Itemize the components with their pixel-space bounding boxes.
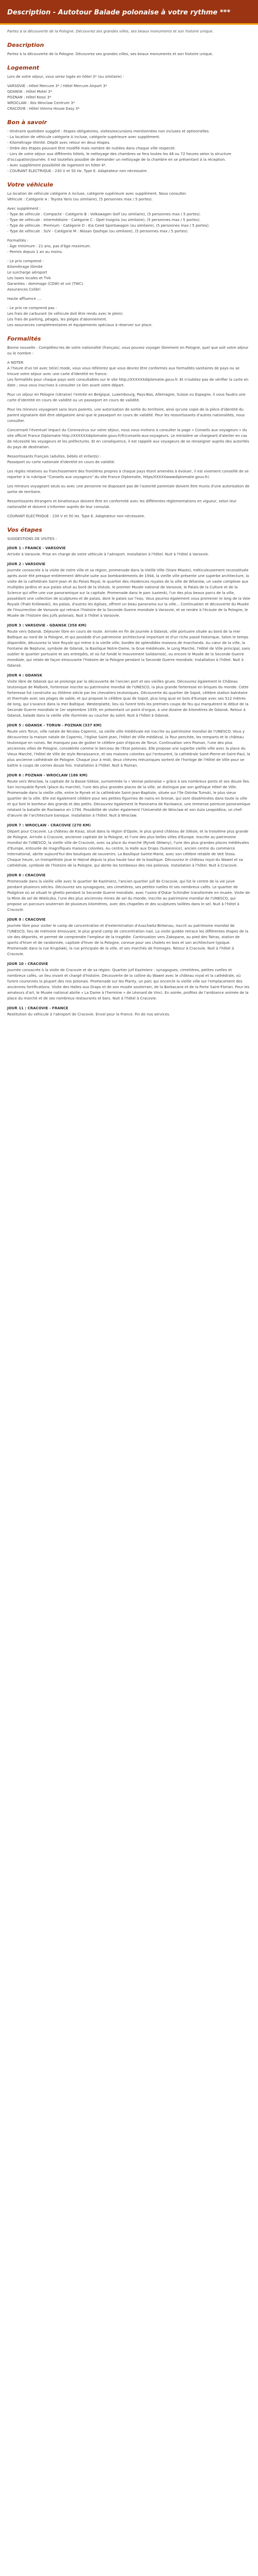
hotel-list: VARSOVIE : Hôtel Mercure 3* / Hôtel Mercure Airport 3* GDANSK : Hôtel Motel 3* POZNAN : Hôtel Kossi 3* WROCLAW : Ibis Wroclaw Centrum 3* CRACOVIE : Hôtel Vienna House Easy 3* [7,84,107,111]
day-title: JOUR 9 : CRACOVIE [7,918,46,922]
section-paragraph: Bonne nouvelle : Complétez-les de votre nationalité (français), vous pouvez voyager librement en Pologne, quel que soit votre séjour ou le nombre : [7,346,250,355]
itinerary-day [7,961,251,1002]
day-title: JOUR 7 : WROCLAW - CRACOVIE (270 KM) [7,823,91,827]
section-heading: Vos étapes [7,527,42,533]
section-paragraph: Ressortissants français (adultes, bébés et enfants) : Passeport ou carte nationale d'identité en cours de validité. [7,454,116,464]
logement-text: Lors de votre séjour, vous serez logés en hôtel 3* (ou similaire) : [7,75,124,79]
day-text: Journée consacrée à la visite de notre ville et sa région, promenade dans la Vieille Ville (Stare Miasto), méticuleusement reconstituée après avoir été presque entièrement détruite suite aux bombardements de 1944, la vieille ville présente une superbe architecture, la visite de la cathédrale Saint-Jean et du Palais Royal, le quartier des résidences royales de la ville de Wilanów, un vaste complexe aux multiples jardins et aux palais situé au bord de la Vistule, le premier Musée national de Varsovie, le Palais de la Culture et de la Science qui offre une vue panoramique sur la capitale. Promenade dans le parc Łazienki, l'un des plus beaux parcs de la ville, possédant une collection de sculptures et de palais, dont le palais sur l'eau. Vous pourrez également vous promener le long de la Voie Royale (Trakt Królewski), les palais, d'autres les églises, offrent un beau panorama sur la ville... Continuation et découverte du Musée de l'Insurrection de Varsovie qui retrace l'histoire de la Seconde Guerre mondiale à Varsovie, et se rendre à l'écoute de la Pologne, le Musée de l'histoire des Juifs polonais. Nuit à l'hôtel à Varsovie. [7,568,252,618]
itinerary-day [7,673,251,719]
day-text: Départ pour Cracovie. La château de Ksiaz, situé dans la région d'Opole, le plus grand château de Silésie, et la troisième plus grande de Pologne. Arrivée à Cracovie, ancienne capitale de la Pologne, et l'une des plus belles villes d'Europe. Inscrite au patrimoine mondial de l'UNESCO, la vieille ville de Cracovie, avec sa place du marché (Rynek Główny), l'une des plus grandes places médiévales d'Europe, entourée de magnifiques maisons colorées. Au centre, la Halle aux Draps (Sukiennice), ancien centre du commerce international, abrite aujourd'hui des boutiques de souvenirs. La Basilique Sainte-Marie, avec son célèbre retable de Veit Stoss. Chaque heure, un trompettiste joue le Hejnał depuis la plus haute tour de la basilique. Découvrez le château royal du Wawel et sa cathédrale, symbole de l'histoire de la Pologne, qui abrite les tombeaux des rois polonais. Installation à l'hôtel. Nuit à Cracovie. [7,829,250,868]
section-paragraph: Avec supplément : - Type de véhicule : Compacte - Catégorie B : Volkswagen Golf (ou similaire), (5 personnes max / 5 portes). - Type de véhicule : Intermédiaire - Catégorie C : Opel Insignia (ou similaire), (5 personnes max / 5 portes). - Type de véhicule : Premium - Catégorie D : Kia Ceed Sportswagon (ou similaire), (5 personnes max / 5 portes). - Type de véhicule : SUV - Catégorie M : Nissan Qashqai (ou similaire), (5 personnes max / 5 portes). [7,207,210,233]
day-text: Route vers Torun, ville natale de Nicolas Copernic, sa vieille ville médiévale est inscrite au patrimoine mondial de l'UNESCO. Vous y découvrirez la maison natale de Copernic, l'église Saint-Jean, l'Hôtel de Ville médiéval, la Tour penchée, les remparts et le château teutonique en ruines. Ne manquez pas de goûter le célèbre pain d'épices de Torun. Continuation vers Poznan, l'une des plus anciennes villes de Pologne, considérée comme le berceau de l'État polonais. Elle propose une superbe vieille ville avec la place du Vieux Marché, l'Hôtel de Ville de style Renaissance, et ses maisons colorées qui l'entourent, la cathédrale Saint-Pierre-et-Saint-Paul, la plus ancienne cathédrale de Pologne. Chaque jour à midi, deux chèvres mécaniques sortent de l'horloge de l'Hôtel de Ville pour se battre à coups de cornes douze fois. Installation à l'hôtel. Nuit à Poznan. [7,730,251,768]
section-vehicule [7,181,251,328]
day-title: JOUR 3 : VARSOVIE - GDANSK (356 KM) [7,623,87,628]
day-text: Route vers Gdansk. Déjeuner libre en cours de route. Arrivée en fin de journée à Gdansk, ville portuaire située au bord de la mer Baltique au nord de la Pologne, et qui possède d'un patrimoine architectural important et d'un riche passé historique. Selon le temps disponible, découvrez la Voie Royale qui mène à la vieille ville, bordée de splendides maisons de marchands. Au cœur de la ville, la Fontaine de Neptune, symbole de Gdansk, la Basilique Notre-Dame, la Grue médiévale, le Long Marché, l'Hôtel de Ville principal, sans oublier le quartier portuaire et ses entrepôts, et où fut fondé le mouvement Solidarność, ou encore le Musée de la Seconde Guerre mondiale, qui relate de façon émouvante l'histoire de la Pologne pendant la Seconde Guerre mondiale. Installation à l'hôtel. Nuit à Gdansk. [7,630,251,668]
day-title: JOUR 10 : CRACOVIE [7,962,49,966]
day-title: JOUR 4 : GDANSK [7,673,42,677]
day-text: Journée consacrée à la visite de Cracovie et de sa région. Quartier juif Kazimierz : synagogues, cimetières, petites ruelles et nombreux cafés, un lieu vivant et chargé d'histoire. Découverte de la colline du Wawel avec le château royal et la cathédrale, où furent couronnés la plupart des rois polonais. Promenade sur les Planty, un parc qui encercle la vieille ville sur l'emplacement des anciennes fortifications. Visite des Halles aux Draps et de son musée souterrain, de la Barbacane et de la Porte Saint-Florian. Pour les amateurs d'art, le Musée national abrite « La Dame à l'hermine » de Léonard de Vinci. En soirée, profitez de l'ambiance animée de la place du marché et de ses nombreux restaurants et bars. Nuit à l'hôtel à Cracovie. [7,968,251,1001]
itinerary-day [7,623,251,669]
section-paragraph: - Le prix ne comprend pas : Les frais de carburant (le véhicule doit être rendu avec le plein). Les frais de parking, péages, les pièges d'abonnement. Les assurances complémentaires et équipements spéciaux à réserver sur place. [7,306,153,327]
section-heading: Formalités [7,335,41,342]
section-paragraph: Pour les mineurs voyageant sans leurs parents, une autorisation de sortie du territoire, ainsi qu'une copie de la pièce d'identité du parent signataire doit être obligatoire ainsi que le passeport en cours de validité. Pour les ressortissants d'autres nationalités, nous consulter. [7,408,246,423]
itinerary-day [7,823,251,869]
section-paragraph: Haute affluence .... [7,297,42,301]
itinerary-day [7,873,251,913]
header-banner [0,0,258,25]
description-text: Partez à la découverte de la Pologne. Découvrez ses grandes villes, ses beaux monuments et son histoire unique. [7,52,213,56]
day-title: JOUR 8 : CRACOVIE [7,873,46,877]
day-title: JOUR 2 : VARSOVIE [7,562,45,566]
day-title: JOUR 5 : GDANSK - TORUN - POZNAN (337 KM) [7,723,102,727]
section-paragraph: Ressortissants étrangers et binationaux doivent être en conformité avec les différentes réglementations en vigueur, selon leur nationalité et doivent s'informer auprès de leur consulat. [7,499,238,509]
section-paragraph: A NOTER À l'heure d'un tel avec tel(e) mode, vous vous référerez que vous devrez être conformes aux formalités sanitaires de pays ou se trouve votre séjour avec une carte d'identité en france. Les formalités pour chaque pays sont consultables sur le site http://XXXXXXdiplomatie.gouv.fr. Et n'oubliez pas de vérifier la carte en date ; vous vous inscrivez à consulter ce lien avant votre départ. [7,361,249,387]
section-paragraph: Formalités : - Âge minimum : 21 ans, pas d'âge maximum. - Permis depuis 1 an au moins. [7,239,91,254]
section-paragraph: Les mineurs voyageant seuls ou avec une personne ne disposant pas de l'autorité parentale doivent être munis d'une autorisation de sortie de territoire. [7,484,251,494]
day-title: JOUR 1 : FRANCE - VARSOVIE [7,546,66,550]
section-paragraph: Les règles relatives au franchissement des frontières propres à chaque pays étant amenées à évoluer, il est vivement conseillé de se reporter à la rubrique "Conseils aux voyageurs" du site France Diplomatie, https/XXXXXwwwdiplomatie.gouv.fr/. [7,469,250,479]
itinerary-day [7,546,251,557]
day-text: Arrivée à Varsovie. Prise en charge de votre véhicule à l'aéroport. Installation à l'hôtel. Nuit à l'hôtel à Varsovie. [7,552,209,556]
day-title: JOUR 6 : POZNAN - WROCLAW (186 KM) [7,773,88,777]
section-paragraph: - Itinéraire quotidien suggéré : étapes obligatoires, visites/excursions mentionnées non incluses et optionnelles. - La location de véhicule catégorie A incluse, catégorie supérieure avec supplément. - Kilométrage illimité. Dépôt avec retour en deux étapes. - Ordre des étapes pouvant être modifié mais nombre de nuitées dans chaque ville respecté. - Lors de votre séjour aux différents hôtels, le nettoyage des chambres se fera toutes les 48 ou 72 heures selon la structure d'occupation/journée. Il est toutefois possible de demander un nettoyage de la chambre en se présentant à la réception. - Avec supplément possibilité de logement en hôtel 4*. - COURANT ÉLECTRIQUE : 230 V et 50 Hz. Type E. Adaptateur non nécessaire. [7,129,232,173]
description-heading: Description [7,42,44,48]
section-paragraph: SUGGESTIONS DE VISITES : [7,537,57,541]
section-paragraph: - Le prix comprend : Kilométrage illimité Le surcharge aéroport Les taxes locales et TVA Garanties : dommage (CDW) et vol (TWC). Assurances Colibri [7,259,84,292]
section-bon-a-savoir [7,119,251,174]
section-heading: Votre véhicule [7,181,54,188]
itinerary-day [7,562,251,619]
page-title: Description - Autotour Balade polonaise à votre rythme *** [7,9,231,16]
section-heading: Bon à savoir [7,119,47,126]
itinerary-day [7,917,251,957]
day-text: Journée libre pour visiter le camp de concentration et d'extermination d'Auschwitz-Birkenau, inscrit au patrimoine mondial de l'UNESCO, lieu de mémoire émouvant, le plus grand camp de concentration nazi. La visite guidée retrace les différentes étapes de la vie des déportés, et permet de comprendre l'ampleur de la tragédie. Continuation vers Zakopane, au pied des Tatras, station de sports d'hiver et de randonnée, capitale d'hiver de la Pologne, connue pour ses chalets en bois et son architecture typique. Promenade dans la rue Krupówki, la rue principale de la ville, et ses marchés de fromages. Retour à Cracovie. Nuit à l'hôtel à Cracovie. [7,924,250,956]
itinerary-day [7,723,251,769]
logement-heading: Logement [7,64,39,71]
day-text: Route vers Wroclaw, la capitale de la Basse-Silésie, surnommée la « Venise polonaise » grâce à ses nombreux ponts et ses douze îles. Son incroyable Rynek (place du marché), l'une des plus grandes places de la ville, se distingue par son gothique Hôtel de Ville. Promenade dans la vieille ville, entre le Rynek et la cathédrale Saint-Jean-Baptiste, située sur l'île Ostrów Tumski, le plus vieux quartier de la ville. Elle est également célèbre pour ses petites figurines de nains en bronze, qui sont disséminées dans toute la ville et qui font le bonheur des grands et des petits. Découvrez également le Panorama de Racławice, une immense peinture panoramique relatant la bataille de Racławice en 1794. Possibilité de visiter également l'Université de Wroclaw et son Aula Leopoldina, un chef-d'œuvre de l'architecture baroque. Installation à l'hôtel. Nuit à Wroclaw. [7,779,252,818]
description-content [0,25,258,1032]
day-text: Visite libre de Gdansk qui se prolonge par la découverte de l'ancien port et ses vieilles grues. Découvrez également le Château teutonique de Malbork, forteresse inscrite au patrimoine mondial de l'UNESCO, la plus grande forteresse en briques du monde. Cette forteresse fut construite au XIIIème siècle par les chevaliers teutoniques. Découverte du quartier de Sopot, célèbre station balnéaire et thermale avec ses plages de sable, et qui propose le célèbre quai de Sopot, plus long quai en bois d'Europe avec ses 512 mètres de long, qui s'avance dans la mer Baltique. Westerplatte, lieu où furent tirés les premiers coups de feu qui marquèrent le début de la Seconde Guerre mondiale le 1er septembre 1939, en présentant un point d'orgue, à une dizaine de kilomètres de Gdansk. Retour à Gdansk, balade dans la vieille ville illuminée au coucher du soleil. Nuit à l'hôtel à Gdansk. [7,680,250,718]
day-title: JOUR 11 : CRACOVIE - FRANCE [7,1006,69,1010]
section-paragraph: Concernant l'éventuel impact du Coronavirus sur votre séjour, nous vous invitons à consulter la page « Conseils aux voyageurs » du site officiel France Diplomatie http://XXXXXXdiplomatie.gouv.fr/fr/conseils-aux-voyageurs. Le ministère se chargeant d'alerter en cas de nécessité les voyageurs et les préfectures. Et en conséquence, il est rappelé aux voyageurs de se renseigner auprès des autorités du pays de destination. [7,428,250,449]
section-paragraph: Pour un séjour en Pologne (Ukraine) l'entrée en Belgique, Luxembourg, Pays-Bas, Allemagne, Suisse ou Espagne, il vous faudra une carte d'identité en cours de validité ou un passeport en cours de validité. [7,393,247,402]
section-etapes [7,527,251,1018]
itinerary-day [7,773,251,819]
intro-summary: Partez à la découverte de la Pologne. Découvrez ses grandes villes, ses beaux monuments et son histoire unique. [7,29,214,33]
itinerary-day [7,1006,251,1018]
section-paragraph: La location de véhicule catégorie A incluse, catégorie supérieure avec supplément. Nous consulter. Véhicule : Catégorie A : Toyota Yaris (ou similaire), (5 personnes max / 5 portes). [7,192,187,201]
day-text: Restitution du véhicule à l'aéroport de Cracovie. Envol pour la France. Fin de nos services. [7,1012,170,1016]
page [0,0,258,1032]
day-text: Promenade dans la vieille ville avec le quartier de Kazimierz, l'ancien quartier juif de Cracovie, qui fut le centre de la vie juive pendant plusieurs siècles. Découvrez ses synagogues, ses cimetières, ses petites ruelles et ses nombreux cafés. Le quartier de Podgórze où se situait le ghetto pendant la Seconde Guerre mondiale, avec l'usine d'Oskar Schindler transformée en musée. Visite de la Mine de sel de Wieliczka, l'une des plus anciennes mines de sel du monde, inscrite au patrimoine mondial de l'UNESCO, qui propose un parcours souterrain de plusieurs kilomètres, avec des chapelles et des sculptures taillées dans le sel. Nuit à l'hôtel à Cracovie. [7,879,251,912]
section-paragraph: COURANT ÉLECTRIQUE : 230 V et 50 Hz. Type E. Adaptateur non nécessaire. [7,514,146,518]
section-formalites [7,335,251,519]
